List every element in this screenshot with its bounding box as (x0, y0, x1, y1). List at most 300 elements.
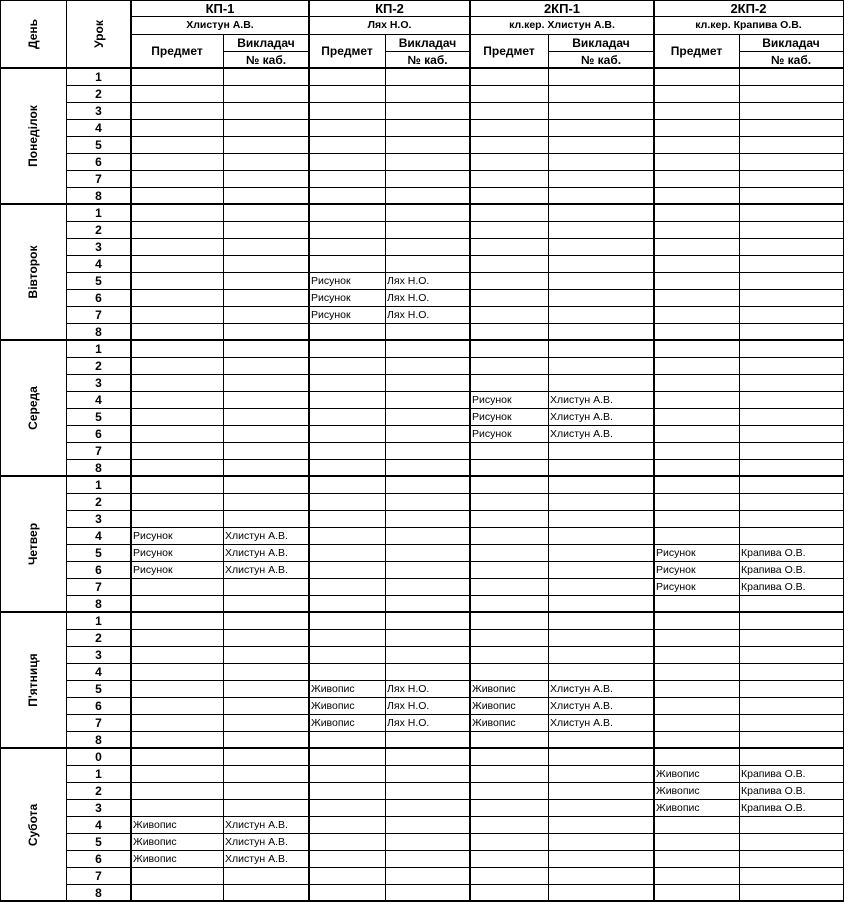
group-name-text: КП-1 (205, 0, 235, 16)
teacher-text: Хлистун А.В. (225, 853, 288, 865)
room-header-text: № каб. (770, 52, 812, 67)
lesson-number-text: 1 (95, 341, 102, 356)
teacher-cell[interactable] (223, 851, 309, 867)
teacher-header-text: Викладач (762, 35, 820, 50)
subject-cell[interactable] (470, 681, 548, 697)
lesson-number-text: 7 (95, 579, 102, 594)
grid-line (66, 646, 843, 647)
subject-cell[interactable] (309, 273, 385, 289)
lesson-number (66, 102, 131, 119)
teacher-text: Лях Н.О. (387, 292, 430, 304)
teacher-cell[interactable] (223, 545, 309, 561)
lesson-number-text: 2 (95, 222, 102, 237)
lesson-number-text: 7 (95, 307, 102, 322)
lesson-number (66, 884, 131, 901)
grid-line (66, 629, 843, 630)
day-label (0, 476, 66, 612)
subject-text: Живопис (311, 683, 355, 695)
lesson-number (66, 799, 131, 816)
lesson-number (66, 272, 131, 289)
subject-cell[interactable] (309, 290, 385, 306)
subject-text: Рисунок (472, 428, 512, 440)
lesson-number (66, 340, 131, 357)
grid-line (653, 0, 655, 902)
lesson-number-text: 3 (95, 647, 102, 662)
lesson-number-text: 8 (95, 885, 102, 900)
subject-cell[interactable] (309, 715, 385, 731)
teacher-text: Лях Н.О. (387, 309, 430, 321)
teacher-text: Крапива О.В. (741, 547, 806, 559)
room-header (548, 51, 654, 68)
group-curator (131, 16, 309, 34)
teacher-text: Лях Н.О. (387, 700, 430, 712)
group-curator (654, 16, 843, 34)
lesson-number-text: 6 (95, 562, 102, 577)
lesson-number-text: 1 (95, 766, 102, 781)
grid-line (548, 51, 654, 52)
lesson-number-text: 5 (95, 834, 102, 849)
day-name: Вівторок (26, 245, 40, 299)
grid-line (66, 459, 843, 460)
lesson-number-text: 6 (95, 851, 102, 866)
group-name (470, 0, 654, 16)
subject-text: Рисунок (311, 275, 351, 287)
lesson-number (66, 408, 131, 425)
group-curator (470, 16, 654, 34)
subject-cell[interactable] (131, 851, 223, 867)
subject-text: Живопис (133, 853, 177, 865)
group-curator (309, 16, 470, 34)
grid-line (0, 0, 1, 902)
lesson-number (66, 816, 131, 833)
teacher-text: Лях Н.О. (387, 275, 430, 287)
lesson-number-text: 5 (95, 409, 102, 424)
grid-line (66, 493, 843, 494)
teacher-cell[interactable] (739, 579, 843, 595)
lesson-number (66, 578, 131, 595)
lesson-number-text: 1 (95, 477, 102, 492)
grid-line (739, 51, 843, 52)
lesson-number (66, 748, 131, 765)
day-name: Субота (26, 803, 40, 846)
grid-line (66, 442, 843, 443)
teacher-cell[interactable] (548, 698, 654, 714)
room-header (385, 51, 470, 68)
lesson-number (66, 204, 131, 221)
teacher-header-text: Викладач (398, 35, 457, 50)
subject-header-text: Предмет (151, 44, 203, 58)
grid-line (66, 510, 843, 511)
lesson-number (66, 765, 131, 782)
grid-line (548, 34, 549, 902)
teacher-header (548, 34, 654, 51)
grid-line (308, 0, 310, 902)
subject-text: Рисунок (472, 411, 512, 423)
subject-cell[interactable] (470, 715, 548, 731)
lesson-number-text: 4 (95, 664, 102, 679)
grid-line (66, 357, 843, 358)
room-header (223, 51, 309, 68)
room-header-text: № каб. (407, 52, 448, 67)
teacher-cell[interactable] (739, 562, 843, 578)
teacher-cell[interactable] (548, 681, 654, 697)
teacher-text: Хлистун А.В. (550, 700, 613, 712)
lesson-number-text: 3 (95, 511, 102, 526)
teacher-cell[interactable] (385, 290, 470, 306)
subject-text: Живопис (656, 802, 700, 814)
grid-line (66, 255, 843, 256)
teacher-header (385, 34, 470, 51)
lesson-number (66, 850, 131, 867)
lesson-number (66, 238, 131, 255)
teacher-header (739, 34, 843, 51)
grid-line (66, 374, 843, 375)
grid-line (66, 391, 843, 392)
subject-text: Живопис (472, 700, 516, 712)
teacher-cell[interactable] (223, 528, 309, 544)
teacher-cell[interactable] (739, 783, 843, 799)
grid-line (66, 119, 843, 120)
grid-line (66, 136, 843, 137)
subject-text: Рисунок (656, 581, 696, 593)
subject-cell[interactable] (309, 681, 385, 697)
lesson-number (66, 544, 131, 561)
lesson-number (66, 697, 131, 714)
subject-text: Рисунок (472, 394, 512, 406)
subject-text: Живопис (472, 717, 516, 729)
grid-line (66, 323, 843, 324)
subject-cell[interactable] (654, 766, 739, 782)
day-header-label: День (26, 19, 40, 49)
lesson-number-text: 4 (95, 528, 102, 543)
teacher-header-text: Викладач (572, 35, 630, 50)
lesson-number (66, 357, 131, 374)
teacher-header (223, 34, 309, 51)
lesson-number (66, 323, 131, 340)
subject-header-text: Предмет (670, 44, 723, 58)
day-name: П'ятниця (26, 653, 40, 707)
lesson-number (66, 561, 131, 578)
subject-cell[interactable] (131, 817, 223, 833)
teacher-cell[interactable] (548, 392, 654, 408)
grid-line (66, 731, 843, 732)
subject-header-text: Предмет (321, 44, 373, 58)
subject-text: Живопис (133, 836, 177, 848)
lesson-number-text: 2 (95, 783, 102, 798)
day-label (0, 612, 66, 748)
subject-cell[interactable] (470, 409, 548, 425)
lesson-number-text: 6 (95, 698, 102, 713)
lesson-number (66, 374, 131, 391)
group-name-text: 2КП-2 (730, 0, 767, 16)
lesson-number (66, 221, 131, 238)
teacher-cell[interactable] (739, 545, 843, 561)
teacher-cell[interactable] (739, 766, 843, 782)
lesson-number (66, 867, 131, 884)
day-label (0, 748, 66, 901)
subject-cell[interactable] (131, 528, 223, 544)
teacher-text: Хлистун А.В. (550, 394, 613, 406)
subject-cell[interactable] (654, 562, 739, 578)
lesson-number-text: 8 (95, 188, 102, 203)
grid-line (66, 170, 843, 171)
subject-text: Живопис (656, 785, 700, 797)
subject-cell[interactable] (470, 392, 548, 408)
grid-line (66, 221, 843, 222)
lesson-number-text: 8 (95, 596, 102, 611)
day-name: Четвер (26, 522, 40, 566)
grid-line (739, 34, 740, 902)
lesson-number (66, 833, 131, 850)
lesson-number-text: 8 (95, 732, 102, 747)
lesson-number (66, 646, 131, 663)
teacher-cell[interactable] (223, 562, 309, 578)
lesson-number (66, 612, 131, 629)
teacher-text: Крапива О.В. (741, 581, 806, 593)
lesson-number-text: 3 (95, 103, 102, 118)
lesson-number-text: 7 (95, 715, 102, 730)
group-name (131, 0, 309, 16)
group-curator-text: кл.кер. Хлистун А.В. (509, 19, 615, 31)
grid-line (385, 34, 386, 902)
lesson-number-text: 5 (95, 273, 102, 288)
subject-header (309, 34, 385, 68)
day-label (0, 340, 66, 476)
subject-cell[interactable] (654, 545, 739, 561)
group-curator-text: Лях Н.О. (367, 19, 412, 31)
group-curator-text: кл.кер. Крапива О.В. (695, 19, 802, 31)
lesson-header (66, 0, 131, 68)
teacher-cell[interactable] (548, 426, 654, 442)
lesson-number-text: 1 (95, 69, 102, 84)
lesson-number (66, 391, 131, 408)
lesson-number-text: 0 (95, 749, 102, 764)
lesson-number (66, 782, 131, 799)
lesson-number (66, 255, 131, 272)
lesson-number-text: 8 (95, 324, 102, 339)
lesson-number (66, 476, 131, 493)
lesson-number (66, 289, 131, 306)
room-header-text: № каб. (245, 52, 287, 67)
lesson-number-text: 3 (95, 375, 102, 390)
lesson-number-text: 2 (95, 630, 102, 645)
lesson-number-text: 5 (95, 545, 102, 560)
subject-text: Рисунок (133, 530, 173, 542)
lesson-number-text: 4 (95, 120, 102, 135)
teacher-cell[interactable] (385, 715, 470, 731)
subject-cell[interactable] (470, 426, 548, 442)
teacher-text: Хлистун А.В. (225, 819, 288, 831)
lesson-number-text: 6 (95, 154, 102, 169)
grid-line (0, 747, 844, 749)
teacher-cell[interactable] (223, 817, 309, 833)
grid-line (223, 34, 224, 902)
lesson-number (66, 85, 131, 102)
subject-header (470, 34, 548, 68)
grid-line (0, 0, 844, 1)
lesson-number-text: 2 (95, 358, 102, 373)
teacher-cell[interactable] (548, 715, 654, 731)
lesson-number-text: 7 (95, 443, 102, 458)
subject-text: Рисунок (656, 547, 696, 559)
subject-cell[interactable] (131, 545, 223, 561)
grid-line (469, 0, 471, 902)
teacher-text: Хлистун А.В. (550, 683, 613, 695)
lesson-number-text: 8 (95, 460, 102, 475)
grid-line (66, 85, 843, 86)
grid-line (66, 884, 843, 885)
lesson-number (66, 595, 131, 612)
grid-line (130, 0, 132, 902)
subject-text: Живопис (311, 700, 355, 712)
lesson-number (66, 510, 131, 527)
subject-text: Рисунок (656, 564, 696, 576)
teacher-text: Хлистун А.В. (225, 547, 288, 559)
lesson-number (66, 187, 131, 204)
group-name (309, 0, 470, 16)
subject-cell[interactable] (654, 800, 739, 816)
group-name-text: 2КП-1 (543, 0, 581, 16)
lesson-number-text: 2 (95, 494, 102, 509)
grid-line (66, 408, 843, 409)
day-label (0, 204, 66, 340)
room-header-text: № каб. (580, 52, 622, 67)
grid-line (66, 595, 843, 596)
lesson-header-label: Урок (91, 20, 106, 48)
room-header (739, 51, 843, 68)
lesson-number (66, 68, 131, 85)
subject-text: Живопис (311, 717, 355, 729)
group-curator-text: Хлистун А.В. (186, 19, 254, 31)
grid-line (66, 663, 843, 664)
grid-line (66, 867, 843, 868)
teacher-text: Хлистун А.В. (225, 564, 288, 576)
lesson-number (66, 714, 131, 731)
subject-text: Живопис (133, 819, 177, 831)
lesson-number (66, 119, 131, 136)
subject-cell[interactable] (309, 698, 385, 714)
grid-line (0, 339, 844, 341)
group-name-text: КП-2 (375, 0, 404, 16)
lesson-number-text: 5 (95, 137, 102, 152)
lesson-number (66, 170, 131, 187)
lesson-number-text: 4 (95, 817, 102, 832)
grid-line (66, 238, 843, 239)
day-header (0, 0, 66, 68)
grid-line (66, 0, 67, 902)
grid-line (66, 187, 843, 188)
teacher-text: Хлистун А.В. (550, 411, 613, 423)
lesson-number-text: 3 (95, 239, 102, 254)
group-name (654, 0, 843, 16)
teacher-cell[interactable] (385, 273, 470, 289)
lesson-number (66, 493, 131, 510)
teacher-text: Крапива О.В. (741, 802, 806, 814)
grid-line (66, 102, 843, 103)
lesson-number (66, 680, 131, 697)
teacher-text: Крапива О.В. (741, 564, 806, 576)
lesson-number (66, 306, 131, 323)
lesson-number (66, 153, 131, 170)
lesson-number-text: 6 (95, 290, 102, 305)
teacher-cell[interactable] (385, 681, 470, 697)
subject-text: Рисунок (311, 292, 351, 304)
grid-line (0, 475, 844, 477)
teacher-cell[interactable] (223, 834, 309, 850)
lesson-number (66, 136, 131, 153)
teacher-cell[interactable] (385, 698, 470, 714)
teacher-text: Хлистун А.В. (550, 428, 613, 440)
day-name: Понеділок (26, 105, 40, 167)
subject-text: Живопис (656, 768, 700, 780)
teacher-text: Крапива О.В. (741, 768, 806, 780)
subject-cell[interactable] (654, 579, 739, 595)
lesson-number (66, 527, 131, 544)
subject-cell[interactable] (131, 834, 223, 850)
teacher-cell[interactable] (548, 409, 654, 425)
subject-header (654, 34, 739, 68)
teacher-text: Хлистун А.В. (550, 717, 613, 729)
day-label (0, 68, 66, 204)
subject-text: Рисунок (133, 564, 173, 576)
grid-line (66, 153, 843, 154)
teacher-cell[interactable] (739, 800, 843, 816)
subject-header-text: Предмет (483, 44, 535, 58)
lesson-number (66, 663, 131, 680)
teacher-text: Крапива О.В. (741, 785, 806, 797)
teacher-text: Лях Н.О. (387, 717, 430, 729)
lesson-number-text: 6 (95, 426, 102, 441)
grid-line (131, 16, 843, 17)
lesson-number-text: 1 (95, 205, 102, 220)
lesson-number-text: 4 (95, 392, 102, 407)
lesson-number (66, 442, 131, 459)
lesson-number-text: 5 (95, 681, 102, 696)
lesson-number (66, 629, 131, 646)
lesson-number (66, 731, 131, 748)
grid-line (0, 67, 844, 69)
subject-text: Живопис (472, 683, 516, 695)
subject-text: Рисунок (311, 309, 351, 321)
grid-line (0, 203, 844, 205)
subject-cell[interactable] (309, 307, 385, 323)
teacher-text: Хлистун А.В. (225, 530, 288, 542)
grid-line (0, 611, 844, 613)
lesson-number-text: 3 (95, 800, 102, 815)
grid-line (66, 425, 843, 426)
subject-text: Рисунок (133, 547, 173, 559)
subject-cell[interactable] (654, 783, 739, 799)
teacher-header-text: Викладач (237, 35, 295, 50)
lesson-number-text: 7 (95, 868, 102, 883)
lesson-number (66, 459, 131, 476)
teacher-text: Хлистун А.В. (225, 836, 288, 848)
teacher-text: Лях Н.О. (387, 683, 430, 695)
lesson-number (66, 425, 131, 442)
teacher-cell[interactable] (385, 307, 470, 323)
grid-line (223, 51, 309, 52)
grid-line (385, 51, 470, 52)
lesson-number-text: 4 (95, 256, 102, 271)
day-name: Середа (26, 386, 40, 430)
subject-cell[interactable] (131, 562, 223, 578)
grid-line (131, 34, 843, 35)
subject-cell[interactable] (470, 698, 548, 714)
lesson-number-text: 2 (95, 86, 102, 101)
lesson-number-text: 7 (95, 171, 102, 186)
lesson-number-text: 1 (95, 613, 102, 628)
subject-header (131, 34, 223, 68)
